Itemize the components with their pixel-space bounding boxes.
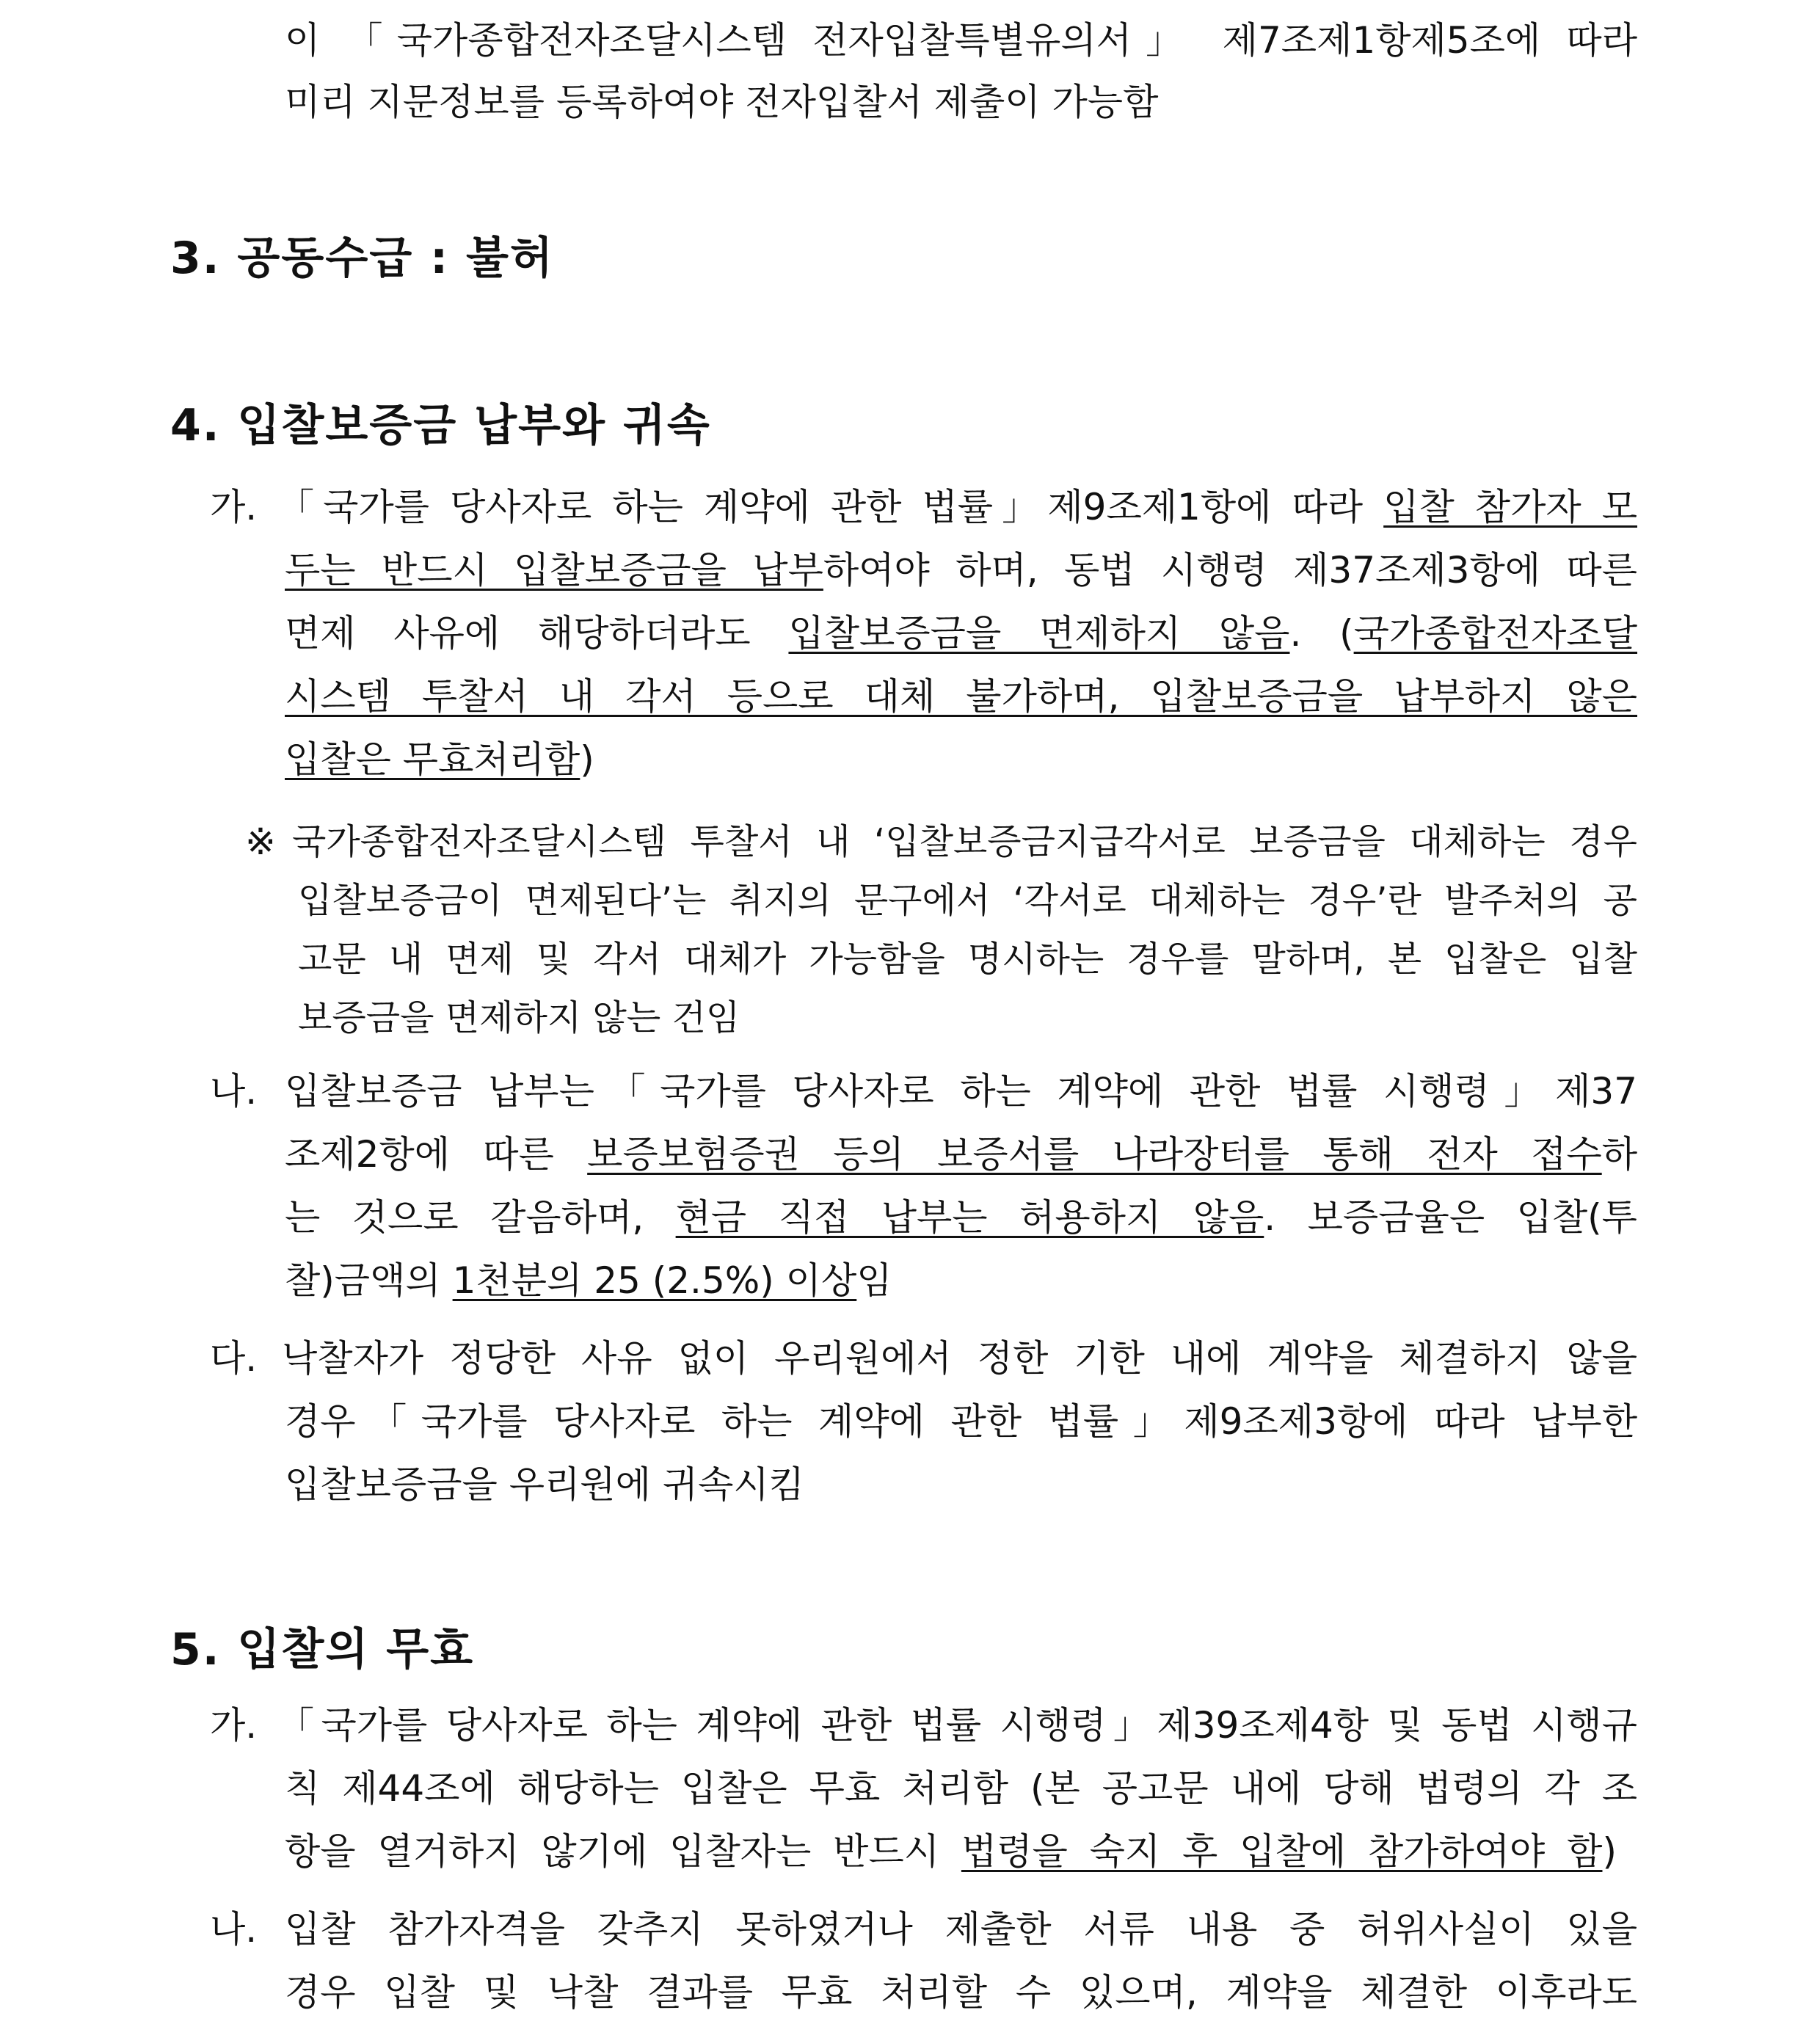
text-line <box>285 1763 1637 1824</box>
text-run: 임 <box>856 1259 892 1302</box>
text-line <box>285 1904 1637 1965</box>
text-run: 항을 열거하지 않기에 입찰자는 반드시 <box>285 1830 961 1873</box>
underlined-text: 현금 직접 납부는 허용하지 않음 <box>675 1196 1264 1239</box>
text-line <box>277 481 1637 543</box>
text-run: ) <box>580 738 594 781</box>
text-line <box>298 875 1637 936</box>
text-run: 「국가를 당사자로 하는 계약에 관한 법률」제9조제1항에 따라 <box>277 486 1384 528</box>
underlined-text: 입찰 참가자 모 <box>1383 486 1637 528</box>
underlined-text: 두는 반드시 입찰보증금을 납부 <box>285 549 823 591</box>
text-line <box>277 1700 1637 1761</box>
text-line <box>285 15 1637 76</box>
text-run: 경우「국가를 당사자로 하는 계약에 관한 법률」제9조제3항에 따라 납부한 <box>285 1400 1637 1443</box>
list-marker: 나. <box>210 1908 258 1951</box>
section-heading: 3. 공동수급 : 불허 <box>170 233 554 284</box>
text-line <box>285 671 1637 732</box>
text-line <box>298 933 1637 995</box>
text-line <box>285 734 594 796</box>
text-run: 입찰보증금을 우리원에 귀속시킴 <box>285 1463 804 1506</box>
text-run: 고문 내 면제 및 각서 대체가 가능함을 명시하는 경우를 말하며, 본 입찰은 입찰 <box>298 939 1637 980</box>
text-run: 미리 지문정보를 등록하여야 전자입찰서 제출이 가능함 <box>285 81 1159 123</box>
text-line <box>285 1826 1617 1887</box>
underlined-text: 보증보험증권 등의 보증서를 나라장터를 통해 전자 접수 <box>587 1133 1602 1176</box>
text-line <box>285 1459 804 1521</box>
list-marker: 나. <box>210 1070 258 1113</box>
text-run: 면제 사유에 해당하더라도 <box>285 612 789 655</box>
text-line <box>292 816 1637 878</box>
list-marker: 가. <box>210 486 258 528</box>
text-run: 찰)금액의 <box>285 1259 453 1302</box>
text-line <box>285 1129 1637 1190</box>
text-line <box>285 608 1637 669</box>
text-run: 국가종합전자조달시스템 투찰서 내 ‘입찰보증금지급각서로 보증금을 대체하는 경우 <box>292 821 1637 862</box>
text-line <box>285 1255 892 1317</box>
text-line <box>285 1066 1637 1127</box>
section-heading: 5. 입찰의 무효 <box>170 1624 475 1675</box>
text-run: 보증금을 면제하지 않는 건임 <box>298 997 740 1038</box>
text-run: . ( <box>1289 612 1354 655</box>
underlined-text: 입찰은 무효처리함 <box>285 738 580 781</box>
text-line <box>285 545 1637 606</box>
underlined-text: 시스템 투찰서 내 각서 등으로 대체 불가하며, 입찰보증금을 납부하지 않은 <box>285 675 1637 718</box>
underlined-text: 1천분의 25 (2.5%) 이상 <box>452 1259 857 1302</box>
text-line <box>285 1192 1637 1253</box>
text-run: 칙 제44조에 해당하는 입찰은 무효 처리함 (본 공고문 내에 당해 법령의 각 조 <box>285 1767 1637 1810</box>
list-marker: 다. <box>210 1337 258 1380</box>
text-run: 하여야 하며, 동법 시행령 제37조제3항에 따른 <box>823 549 1637 591</box>
text-line <box>285 76 1158 138</box>
text-line <box>285 1967 1637 2028</box>
text-run: 낙찰자가 정당한 사유 없이 우리원에서 정한 기한 내에 계약을 체결하지 않을 <box>282 1337 1637 1380</box>
text-run: 이 「국가종합전자조달시스템 전자입찰특별유의서」 제7조제1항제5조에 따라 <box>285 19 1637 62</box>
list-marker: 가. <box>210 1704 258 1747</box>
note-marker: ※ <box>245 820 276 863</box>
text-run: 「국가를 당사자로 하는 계약에 관한 법률 시행령」제39조제4항 및 동법 시행규 <box>277 1704 1637 1747</box>
underlined-text: 입찰보증금을 면제하지 않음 <box>788 612 1290 655</box>
text-line <box>298 992 740 1054</box>
text-run: 입찰 참가자격을 갖추지 못하였거나 제출한 서류 내용 중 허위사실이 있을 <box>285 1908 1637 1951</box>
text-run: . 보증금율은 입찰(투 <box>1264 1196 1637 1239</box>
underlined-text: 국가종합전자조달 <box>1353 612 1638 655</box>
text-run: 하 <box>1601 1133 1637 1176</box>
underlined-text: 법령을 숙지 후 입찰에 참가하여야 함 <box>961 1830 1603 1873</box>
text-run: 조제2항에 따른 <box>285 1133 588 1176</box>
text-run: 입찰보증금이 면제된다’는 취지의 문구에서 ‘각서로 대체하는 경우’란 발주처의 공 <box>298 880 1637 921</box>
text-run: ) <box>1602 1830 1617 1873</box>
text-line <box>285 1396 1637 1457</box>
text-run: 경우 입찰 및 낙찰 결과를 무효 처리할 수 있으며, 계약을 체결한 이후라도 <box>285 1971 1637 2014</box>
text-run: 입찰보증금 납부는「국가를 당사자로 하는 계약에 관한 법률 시행령」제37 <box>285 1070 1637 1113</box>
text-run: 는 것으로 갈음하며, <box>285 1196 676 1239</box>
section-heading: 4. 입찰보증금 납부와 귀속 <box>170 400 711 451</box>
text-line <box>282 1333 1637 1394</box>
